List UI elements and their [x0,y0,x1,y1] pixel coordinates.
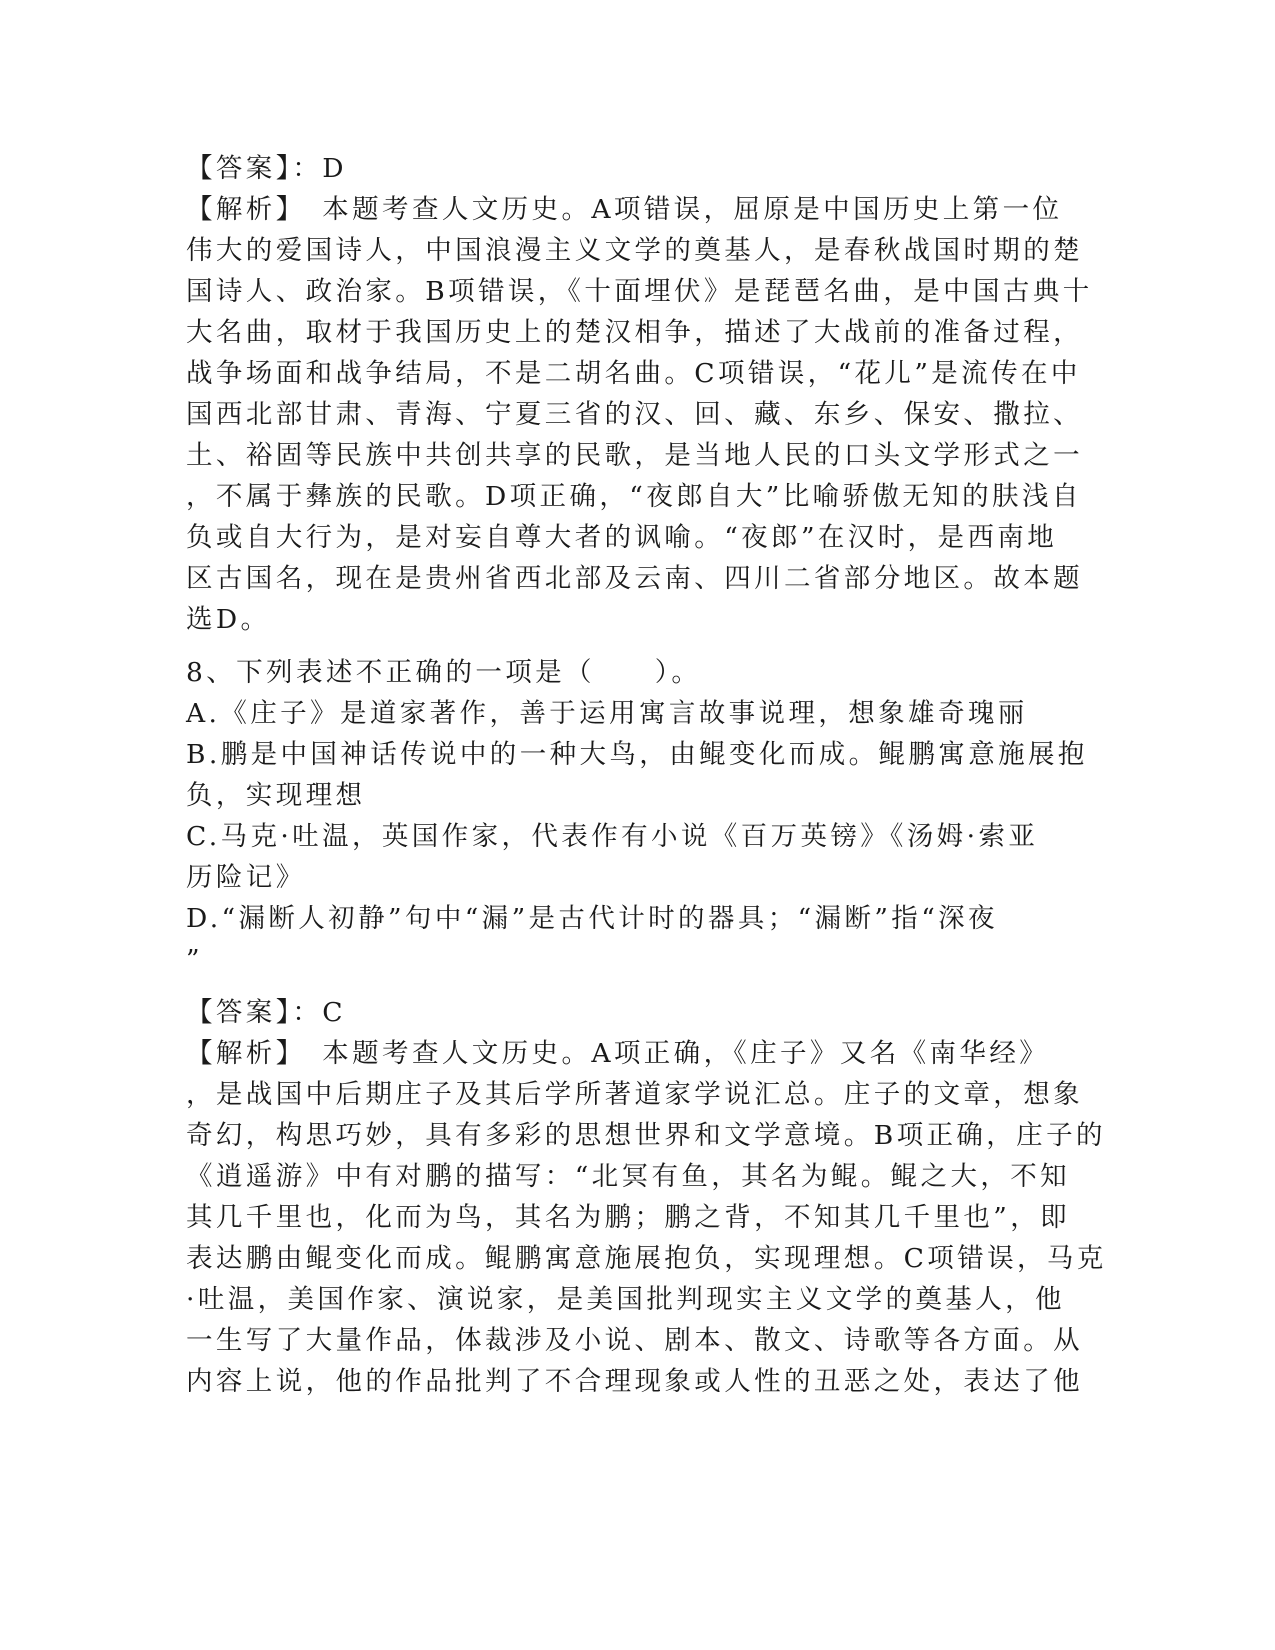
q8-analysis-line: 奇幻，构思巧妙，具有多彩的思想世界和文学意境。B项正确，庄子的 [186,1120,1106,1151]
q8-option-line: 负，实现理想 [186,780,366,811]
q8-analysis-line: 【解析】 本题考查人文历史。A项正确，《庄子》又名《南华经》 [186,1038,1050,1069]
q8-analysis-line: ，是战国中后期庄子及其后学所著道家学说汇总。庄子的文章，想象 [186,1079,1083,1110]
section-gap [186,640,1086,652]
section-gap [186,980,1086,992]
q7-analysis-line: 选D。 [186,604,271,635]
q8-option-line: D.“漏断人初静”句中“漏”是古代计时的器具；“漏断”指“深夜 [186,903,998,934]
q7-analysis-line: 国诗人、政治家。B项错误，《十面埋伏》是琵琶名曲，是中国古典十 [186,276,1093,307]
q7-analysis-line: 土、裕固等民族中共创共享的民歌，是当地人民的口头文学形式之一 [186,440,1083,471]
q7-answer: 【答案】：D [186,153,347,184]
q8-option-line: A.《庄子》是道家著作，善于运用寓言故事说理，想象雄奇瑰丽 [186,698,1028,729]
q8-analysis-line: 一生写了大量作品，体裁涉及小说、剧本、散文、诗歌等各方面。从 [186,1325,1083,1356]
q7-analysis-line: 国西北部甘肃、青海、宁夏三省的汉、回、藏、东乡、保安、撒拉、 [186,399,1083,430]
document-content [186,148,1107,1402]
q8-answer: 【答案】：C [186,997,346,1028]
q8-analysis-line: 其几千里也，化而为鸟，其名为鹏；鹏之背，不知其几千里也”，即 [186,1202,1071,1233]
q8-analysis-line: ·吐温，美国作家、演说家，是美国批判现实主义文学的奠基人，他 [186,1284,1065,1315]
q8-question: 8、下列表述不正确的一项是（ ）。 [186,657,702,688]
q7-analysis-line: 伟大的爱国诗人，中国浪漫主义文学的奠基人，是春秋战国时期的楚 [186,235,1083,266]
q7-analysis-line: 战争场面和战争结局，不是二胡名曲。C项错误，“花儿”是流传在中 [186,358,1081,389]
q7-analysis-line: ，不属于彝族的民歌。D项正确，“夜郎自大”比喻骄傲无知的肤浅自 [186,481,1082,512]
q7-analysis-line: 负或自大行为，是对妄自尊大者的讽喻。“夜郎”在汉时，是西南地 [186,522,1058,553]
q8-option-line: B.鹏是中国神话传说中的一种大鸟，由鲲变化而成。鲲鹏寓意施展抱 [186,739,1088,770]
q7-analysis-line: 区古国名，现在是贵州省西北部及云南、四川二省部分地区。故本题 [186,563,1083,594]
q8-option-line: ” [186,944,203,975]
q8-analysis-line: 内容上说，他的作品批判了不合理现象或人性的丑恶之处，表达了他 [186,1366,1083,1397]
q8-option-line: 历险记》 [186,862,306,893]
q7-analysis-line: 【解析】 本题考查人文历史。A项错误，屈原是中国历史上第一位 [186,194,1063,225]
q8-option-line: C.马克·吐温，英国作家，代表作有小说《百万英镑》《汤姆·索亚 [186,821,1039,852]
q8-analysis-line: 《逍遥游》中有对鹏的描写：“北冥有鱼，其名为鲲。鲲之大，不知 [186,1161,1071,1192]
q7-analysis-line: 大名曲，取材于我国历史上的楚汉相争，描述了大战前的准备过程， [186,317,1083,348]
q8-analysis-line: 表达鹏由鲲变化而成。鲲鹏寓意施展抱负，实现理想。C项错误，马克 [186,1243,1107,1274]
